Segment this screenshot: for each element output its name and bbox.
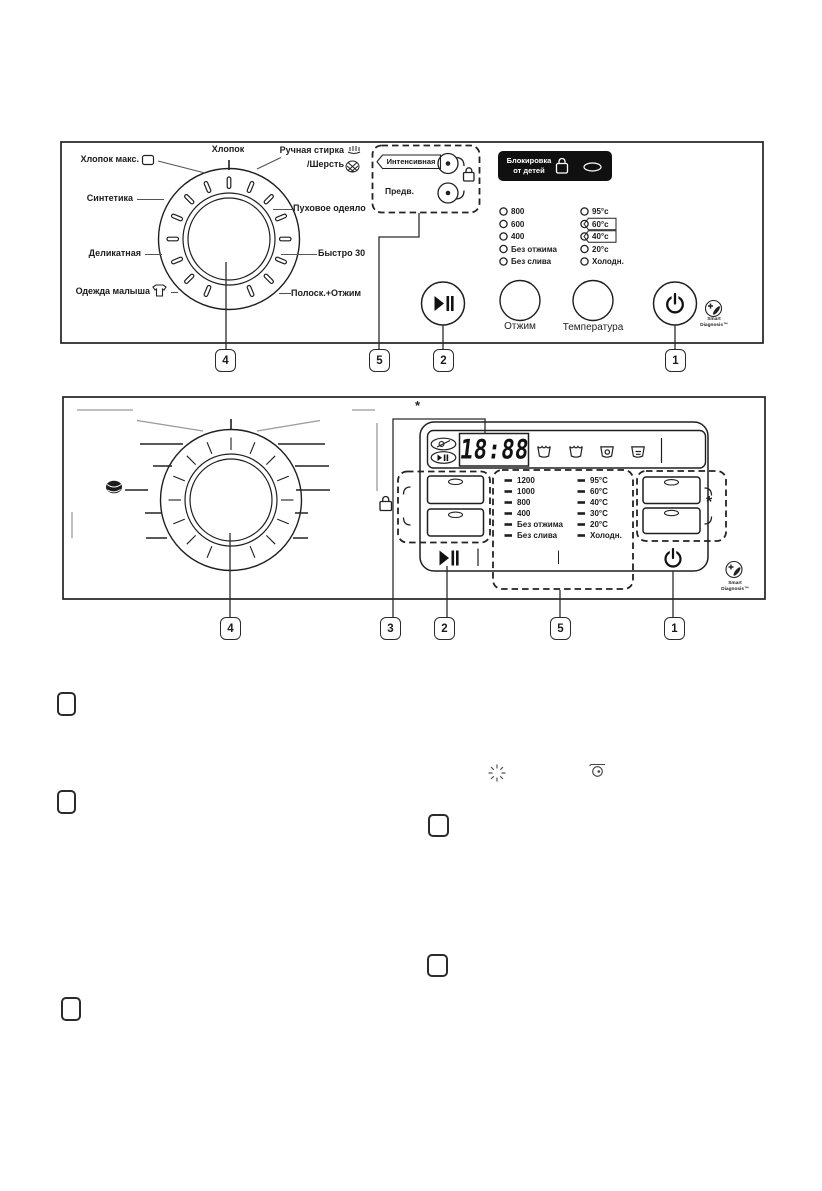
center-options-group-box bbox=[493, 470, 633, 589]
wool-icon bbox=[346, 161, 359, 172]
spin-option: 800 bbox=[511, 207, 525, 216]
spin-option: Без слива bbox=[511, 257, 552, 266]
temp-button-label: Температура bbox=[562, 322, 624, 333]
display-footnote-asterisk: * bbox=[415, 398, 421, 413]
callout-1: 1 bbox=[664, 617, 685, 640]
temp-option: 95°c bbox=[592, 207, 609, 216]
dial1-label-cotton: Хлопок bbox=[211, 144, 245, 154]
callout-2: 2 bbox=[434, 617, 455, 640]
power-icon bbox=[667, 294, 683, 312]
spin-option: Без отжима bbox=[511, 244, 557, 254]
temp-button bbox=[573, 281, 613, 321]
options-footnote-asterisk: * bbox=[706, 494, 713, 511]
button-led bbox=[449, 512, 463, 517]
wash-icon bbox=[538, 447, 550, 458]
callout-5: 5 bbox=[550, 617, 571, 640]
spin-button bbox=[500, 281, 540, 321]
spin-option: Без отжима bbox=[517, 520, 563, 529]
temp-option: 40°c bbox=[592, 232, 609, 241]
temp-option: 30°C bbox=[590, 509, 608, 518]
cotton-max-icon bbox=[143, 156, 154, 165]
start-pause-button bbox=[422, 282, 465, 325]
play-pause-icon bbox=[438, 455, 449, 462]
option-prewash-label: Предв. bbox=[385, 186, 415, 196]
section-marker-box bbox=[57, 692, 76, 716]
callout-2: 2 bbox=[433, 349, 454, 372]
play-pause-indicator bbox=[431, 452, 456, 464]
option-intensive-label: Интенсивная bbox=[386, 157, 436, 166]
callout-lines-2 bbox=[230, 419, 673, 617]
dial1-label-duvet: Пуховое одеяло bbox=[293, 203, 366, 213]
baby-clothes-icon bbox=[153, 285, 166, 296]
spin-option: 600 bbox=[511, 219, 525, 229]
option-button bbox=[428, 509, 484, 536]
spin-icon bbox=[601, 447, 613, 457]
callout-3: 3 bbox=[380, 617, 401, 640]
water-level-icon bbox=[632, 447, 644, 457]
time-display: 18:88 bbox=[457, 434, 531, 466]
blank-label-lines-gray bbox=[72, 410, 377, 538]
wool-icon bbox=[106, 481, 122, 494]
temp-option: Холодн. bbox=[592, 257, 624, 266]
option-button bbox=[643, 477, 700, 504]
hold-brackets bbox=[404, 487, 411, 525]
lock-icon bbox=[380, 497, 392, 511]
child-lock-indicator bbox=[431, 438, 456, 450]
handwash-icon bbox=[348, 146, 360, 154]
blinking-indicator-icon bbox=[489, 765, 506, 782]
temp-list-markers bbox=[578, 479, 586, 537]
smart-diagnosis-text: Smart Diagnosis™ bbox=[700, 317, 728, 328]
right-options-group-box bbox=[637, 471, 726, 541]
temp-option: Холодн. bbox=[590, 531, 622, 540]
spin-button-label: Отжим bbox=[504, 321, 536, 332]
panel2-border bbox=[63, 397, 765, 599]
section-marker-box bbox=[428, 814, 449, 837]
smart-diagnosis-icon bbox=[706, 301, 722, 317]
lock-icon bbox=[464, 168, 475, 181]
dial1-label-synthetics: Синтетика bbox=[86, 193, 133, 203]
program-dial-1 bbox=[159, 160, 300, 310]
dial1-pointer-lines bbox=[137, 158, 317, 294]
hold-brackets bbox=[457, 158, 465, 200]
panel1-border bbox=[61, 142, 763, 343]
child-lock-banner bbox=[498, 151, 612, 181]
spin-tub-icon bbox=[590, 765, 606, 777]
dial1-label-handwash: Ручная стирка bbox=[279, 145, 344, 155]
section-marker-box bbox=[57, 790, 76, 814]
spin-indicator-leds bbox=[500, 208, 507, 265]
spin-list-markers bbox=[505, 479, 513, 537]
option-button bbox=[643, 508, 700, 534]
callout-1: 1 bbox=[665, 349, 686, 372]
program-dial-2 bbox=[161, 419, 302, 571]
section-marker-box bbox=[61, 997, 81, 1021]
button-led bbox=[665, 510, 679, 515]
play-pause-icon bbox=[435, 296, 454, 311]
spin-option: 400 bbox=[511, 232, 525, 241]
spin-option: Без слива bbox=[517, 531, 558, 540]
play-pause-icon bbox=[440, 551, 459, 566]
callout-4: 4 bbox=[215, 349, 236, 372]
spin-option: 1200 bbox=[517, 476, 535, 485]
dial1-label-baby: Одежда малыша bbox=[75, 286, 150, 296]
section-marker-box bbox=[427, 954, 448, 977]
rinse-icon bbox=[570, 447, 582, 458]
callout-5: 5 bbox=[369, 349, 390, 372]
temp-option: 20°C bbox=[590, 520, 608, 529]
prewash-button bbox=[438, 183, 458, 203]
button-led bbox=[449, 479, 463, 484]
blank-label-lines bbox=[125, 444, 330, 538]
temp-option: 60°c bbox=[592, 219, 609, 229]
smart-diagnosis-text: Smart Diagnosis™ bbox=[721, 581, 749, 592]
temp-option: 40°C bbox=[590, 498, 608, 507]
temp-option: 60°C bbox=[590, 487, 608, 496]
callout-4: 4 bbox=[220, 617, 241, 640]
spin-option: 1000 bbox=[517, 487, 535, 496]
dial1-label-quick30: Быстро 30 bbox=[318, 248, 366, 258]
intensive-button bbox=[438, 154, 458, 174]
option-button bbox=[428, 476, 484, 504]
dial1-label-rinse-spin: Полоск.+Отжим bbox=[291, 288, 362, 298]
dial1-label-wool: /Шерсть bbox=[307, 159, 344, 169]
button-led bbox=[665, 480, 679, 485]
temp-option: 95°C bbox=[590, 476, 608, 485]
temp-option: 20°c bbox=[592, 244, 609, 254]
power-button bbox=[654, 282, 697, 325]
temp-indicator-leds bbox=[581, 208, 588, 265]
child-lock-text: Блокировка от детей bbox=[506, 156, 552, 175]
key-slash-icon bbox=[437, 441, 450, 448]
options-group-box bbox=[373, 146, 480, 213]
spin-option: 400 bbox=[517, 509, 531, 518]
dial1-label-cotton-max: Хлопок макс. bbox=[80, 154, 139, 164]
dial1-label-delicate: Деликатная bbox=[88, 248, 141, 258]
power-icon bbox=[666, 549, 681, 567]
left-options-group-box bbox=[398, 472, 490, 543]
smart-diagnosis-icon bbox=[726, 562, 742, 578]
spin-option: 800 bbox=[517, 498, 531, 507]
